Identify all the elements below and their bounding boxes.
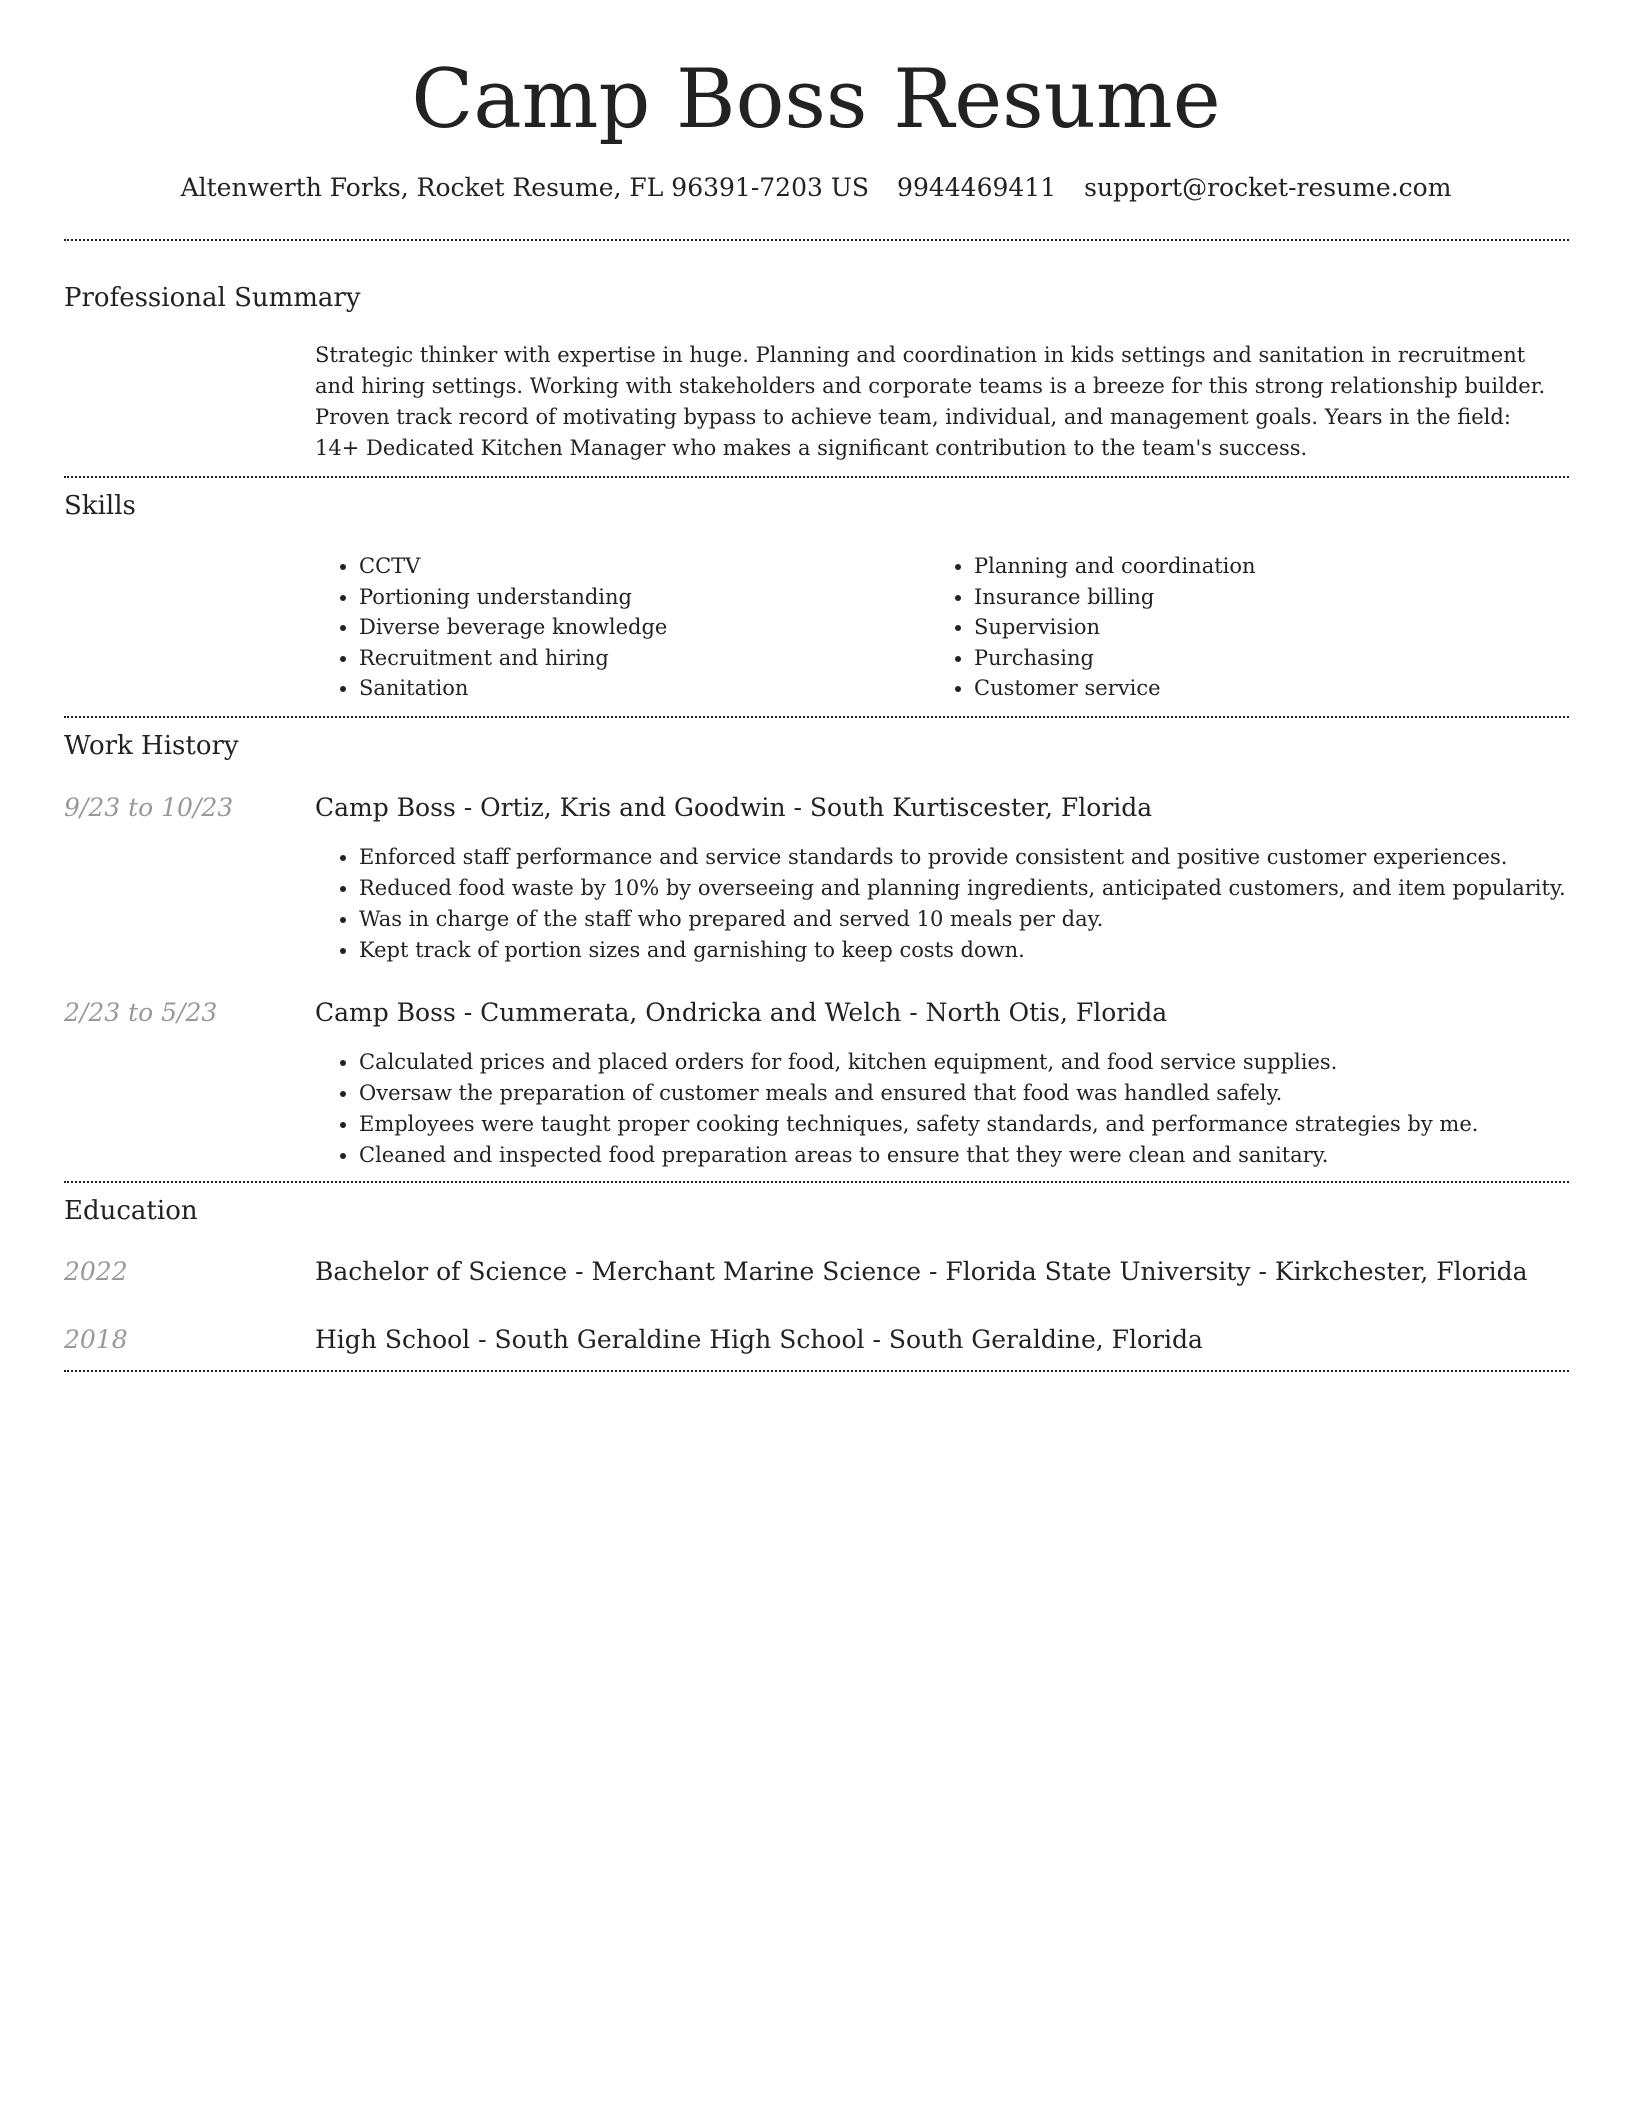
skill-item: • Planning and coordination <box>974 551 1256 582</box>
job-bullets <box>315 1047 1619 1171</box>
contact-email: support@rocket-resume.com <box>1084 173 1452 202</box>
skill-item: • Portioning understanding <box>359 582 667 613</box>
section-divider <box>64 239 1569 241</box>
job-title: Camp Boss - Cummerata, Ondricka and Welch - North Otis, Florida <box>315 998 1168 1027</box>
skill-item: • CCTV <box>359 551 667 582</box>
work-heading: Work History <box>64 731 239 761</box>
job-bullets <box>315 842 1619 966</box>
section-divider <box>64 1181 1569 1183</box>
resume-title: Camp Boss Resume <box>411 53 1221 147</box>
section-divider <box>64 716 1569 718</box>
education-heading: Education <box>64 1196 198 1226</box>
job-dates: 9/23 to 10/23 <box>64 793 234 822</box>
skill-item: • Purchasing <box>974 643 1256 674</box>
contact-phone: 9944469411 <box>897 173 1057 202</box>
contact-address: Altenwerth Forks, Rocket Resume, FL 96391-7203 US <box>180 173 870 202</box>
job-bullet: • Kept track of portion sizes and garnishing to keep costs down. <box>359 935 1619 966</box>
skills-list-right <box>930 551 1256 704</box>
summary-text: Strategic thinker with expertise in huge. Planning and coordination in kids settings and sanitation in recruitment and hiring settings. Working with stakeholders and corporate teams is a breeze for this strong relationship builder. Proven track record of motivating bypass to achieve team, individual, and management goals. Years in the field: 14+ Dedicated Kitchen Manager who makes a significant contribution to the team's success. <box>315 343 1546 460</box>
skill-item: • Supervision <box>974 612 1256 643</box>
job-bullet: • Cleaned and inspected food preparation areas to ensure that they were clean and sanitary. <box>359 1140 1619 1171</box>
contact-line <box>0 170 1632 206</box>
education-title: High School - South Geraldine High School - South Geraldine, Florida <box>315 1325 1203 1354</box>
section-divider <box>64 476 1569 478</box>
skill-item: • Insurance billing <box>974 582 1256 613</box>
education-title: Bachelor of Science - Merchant Marine Science - Florida State University - Kirkchester, Florida <box>315 1257 1528 1286</box>
skill-item: • Customer service <box>974 673 1256 704</box>
skills-heading: Skills <box>64 491 136 521</box>
job-bullet: • Enforced staff performance and service standards to provide consistent and positive customer experiences. <box>359 842 1619 873</box>
job-title: Camp Boss - Ortiz, Kris and Goodwin - South Kurtiscester, Florida <box>315 793 1153 822</box>
job-bullet: • Oversaw the preparation of customer meals and ensured that food was handled safely. <box>359 1078 1619 1109</box>
section-divider <box>64 1370 1569 1372</box>
skills-list-left <box>315 551 667 704</box>
education-year: 2018 <box>64 1325 128 1354</box>
job-bullet: • Employees were taught proper cooking techniques, safety standards, and performance strategies by me. <box>359 1109 1619 1140</box>
education-year: 2022 <box>64 1257 128 1286</box>
job-bullet: • Was in charge of the staff who prepared and served 10 meals per day. <box>359 904 1619 935</box>
summary-heading: Professional Summary <box>64 283 361 313</box>
skill-item: • Sanitation <box>359 673 667 704</box>
skill-item: • Recruitment and hiring <box>359 643 667 674</box>
job-bullet: • Reduced food waste by 10% by overseeing and planning ingredients, anticipated customers, and item popularity. <box>359 873 1619 904</box>
job-bullet: • Calculated prices and placed orders for food, kitchen equipment, and food service supplies. <box>359 1047 1619 1078</box>
skill-item: • Diverse beverage knowledge <box>359 612 667 643</box>
job-dates: 2/23 to 5/23 <box>64 998 218 1027</box>
